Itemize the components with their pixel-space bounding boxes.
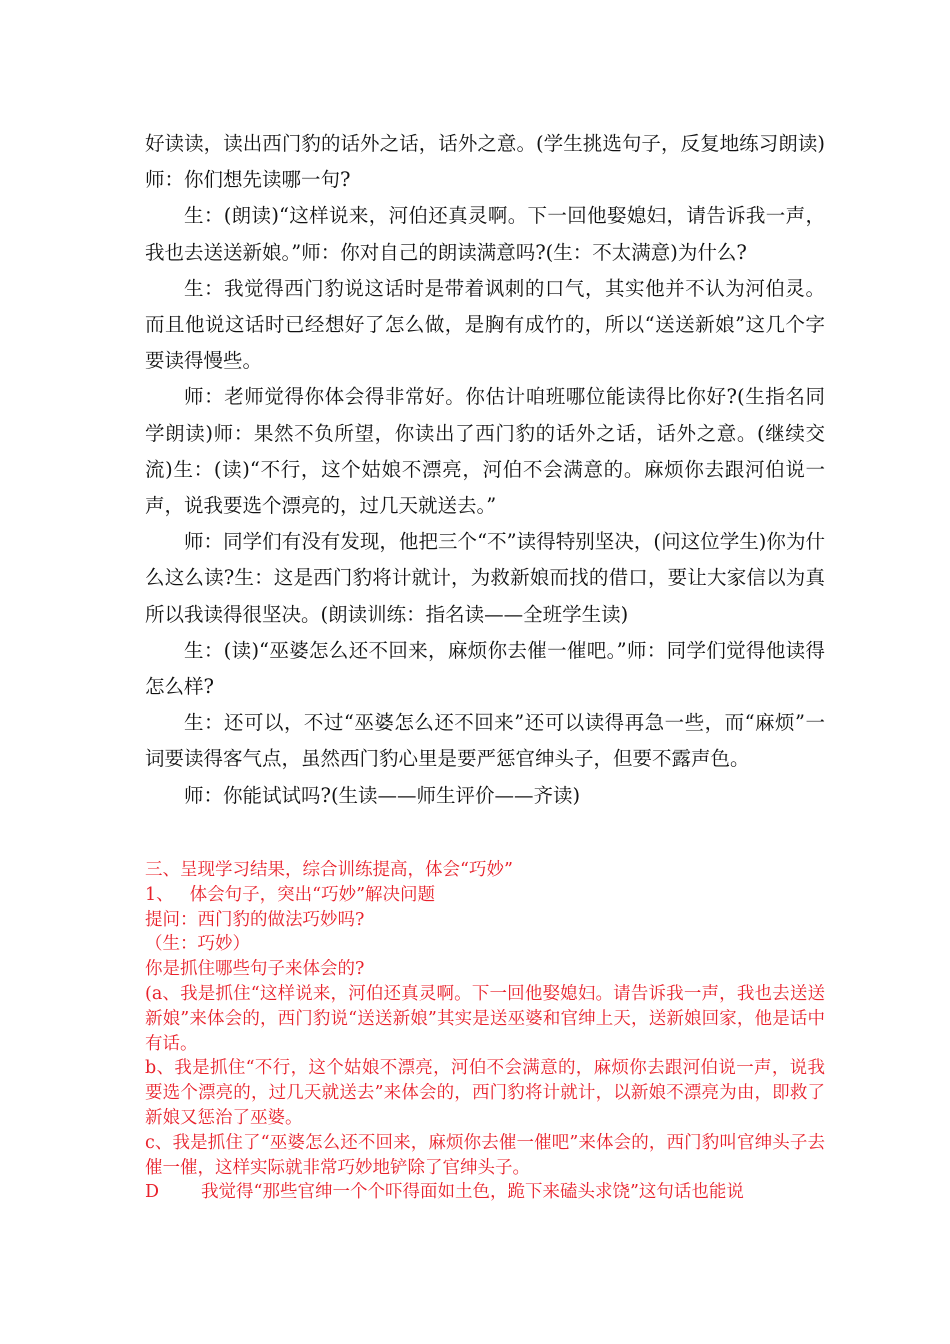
dialogue-paragraph: 生：(读)“巫婆怎么还不回来，麻烦你去催一催吧。”师：同学们觉得他读得怎么样? (145, 638, 825, 699)
dialogue-paragraph: 生：(朗读)“这样说来，河伯还真灵啊。下一回他娶媳妇，请告诉我一声，我也去送送新娘。”师：你对自己的朗读满意吗?(生：不太满意)为什么? (145, 204, 825, 264)
question-line: 提问：西门豹的做法巧妙吗? (145, 909, 365, 930)
section-three (145, 858, 825, 1205)
item-one-number: 1、 (145, 884, 174, 905)
teaching-dialogue (145, 126, 825, 814)
dialogue-paragraph: 好读读，读出西门豹的话外之话，话外之意。(学生挑选句子，反复地练习朗读)师：你们想先读哪一句? (145, 132, 825, 192)
point-b: b、我是抓住“不行，这个姑娘不漂亮，河伯不会满意的，麻烦你去跟河伯说一声，说我要选个漂亮的，过几天就送去”来体会的，西门豹将计就计，以新娘不漂亮为由，即救了新娘又惩治了巫婆。 (145, 1058, 825, 1128)
point-d (145, 1180, 825, 1205)
point-c: c、我是抓住了“巫婆怎么还不回来，麻烦你去催一催吧”来体会的，西门豹叫官绅头子去催一催，这样实际就非常巧妙地铲除了官绅头子。 (145, 1132, 825, 1178)
point-d-text: 我觉得“那些官绅一个个吓得面如土色，跪下来磕头求饶”这句话也能说 (201, 1182, 744, 1203)
prompt-line: 你是抓住哪些句子来体会的? (145, 959, 365, 980)
answer-line: （生：巧妙） (145, 934, 250, 955)
dialogue-paragraph: 生：还可以，不过“巫婆怎么还不回来”还可以读得再急一些，而“麻烦”一词要读得客气点，虽然西门豹心里是要严惩官绅头子，但要不露声色。 (145, 711, 825, 771)
item-one (145, 883, 825, 908)
dialogue-paragraph: 师：老师觉得你体会得非常好。你估计咱班哪位能读得比你好?(生指名同学朗读)师：果然不负所望，你读出了西门豹的话外之话，话外之意。(继续交流)生：(读)“不行，这个姑娘不漂亮，河伯不会满意的。麻烦你去跟河伯说一声，说我要选个漂亮的，过几天就送去。” (145, 385, 825, 518)
dialogue-paragraph: 生：我觉得西门豹说这话时是带着讽刺的口气，其实他并不认为河伯灵。而且他说这话时已经想好了怎么做，是胸有成竹的，所以“送送新娘”这几个字要读得慢些。 (145, 276, 825, 373)
point-a: (a、我是抓住“这样说来，河伯还真灵啊。下一回他娶媳妇。请告诉我一声，我也去送送新娘”来体会的，西门豹说“送送新娘”其实是送巫婆和官绅上天，送新娘回家，他是话中有话。 (145, 983, 825, 1054)
dialogue-paragraph: 师：同学们有没有发现，他把三个“不”读得特别坚决，(问这位学生)你为什么这么读?生：这是西门豹将计就计，为救新娘而找的借口，要让大家信以为真所以我读得很坚决。(朗读训练：指名读——全班学生读) (145, 530, 825, 626)
section-heading: 三、呈现学习结果，综合训练提高，体会“巧妙” (145, 860, 513, 880)
item-one-text: 体会句子，突出“巧妙”解决问题 (189, 884, 436, 905)
dialogue-paragraph: 师：你能试试吗?(生读——师生评价——齐读) (184, 783, 581, 807)
point-d-label: D (145, 1182, 160, 1203)
